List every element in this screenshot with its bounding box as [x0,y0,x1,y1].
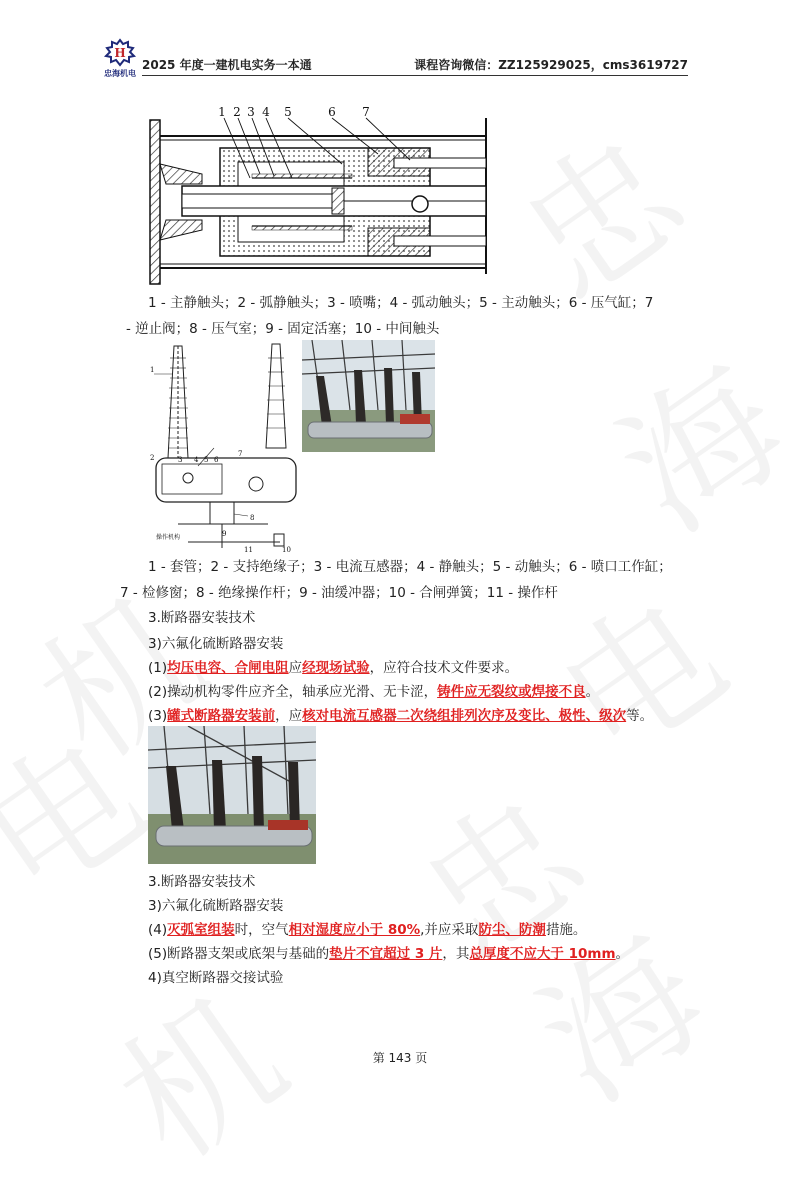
drawing-number: 2 [150,454,155,462]
drawing-side-label: 操作机构 [156,534,181,541]
text: (3) [148,708,168,724]
text: ,并应采取 [420,922,479,938]
text: ，应符合技术文件要求。 [369,660,519,676]
text: (1) [148,660,168,676]
text: 等。 [626,708,654,724]
watermark-char [492,877,739,1140]
text: 措施。 [545,922,587,938]
drawing-number: 10 [282,546,291,554]
text: 。 [615,946,630,962]
brand-logo [100,38,140,76]
doc-title: 2025 年度一建机电实务一本通 [142,58,312,72]
contact-info: 课程咨询微信：ZZ125929025，cms3619727 [414,58,688,72]
diagram-label: 4 [262,105,270,119]
drawing-number: 3 [178,456,183,464]
drawing-number: 8 [250,514,255,522]
figure2-caption-line1: 1 - 套管；2 - 支持绝缘子；3 - 电流互感器；4 - 静触头；5 - 动触头；6 - 喷口工作缸； [148,559,672,575]
watermark-char [572,307,800,570]
highlight: 相对湿度应小于 80% [288,922,421,938]
item-2 [148,682,599,702]
page-number: 第 143 页 [372,1051,428,1065]
substation-photo-1 [302,340,435,452]
svg-text:H: H [114,46,126,60]
highlight: 均压电容、合闸电阻 [167,660,289,676]
item-4 [148,920,586,940]
header-rule [142,75,688,76]
section-subtitle: 3)六氟化硫断路器安装 [148,898,284,914]
diagram-label: 5 [284,105,292,119]
diagram-label: 7 [362,105,370,119]
diagram-label: 6 [328,105,336,119]
drawing-number: 9 [222,530,227,538]
figure1-caption-line1: 1 - 主静触头；2 - 弧静触头；3 - 喷嘴；4 - 弧动触头；5 - 主动触头；6 - 压气缸；7 [148,295,654,311]
item-5 [148,944,629,964]
highlight: 垫片不宜超过 3 片 [329,946,443,962]
text: 时，空气 [234,922,289,938]
diagram-label: 3 [247,105,255,119]
text: 。 [585,684,600,700]
highlight: 经现场试验 [302,660,370,676]
section-subtitle: 3)六氟化硫断路器安装 [148,636,284,652]
drawing-number: 5 [204,456,209,464]
drawing-number: 11 [244,546,253,554]
page-header [100,38,688,78]
tank-breaker-drawing [148,338,300,558]
text: 应 [288,660,303,676]
section-title: 3.断路器安装技术 [148,874,256,890]
text: (2)操动机构零件应齐全，轴承应光滑、无卡涩， [148,684,438,700]
figure2-caption-line2: 7 - 检修窗；8 - 绝缘操作杆；9 - 油缓冲器；10 - 合闸弹簧；11 - 操作杆 [120,585,558,601]
drawing-number: 4 [194,456,199,464]
text: ，应 [275,708,303,724]
highlight: 总厚度不应大于 10mm [469,946,616,962]
highlight: 灭弧室组装 [167,922,235,938]
text: ，其 [442,946,470,962]
highlight: 核对电流互感器二次绕组排列次序及变比、极性、级次 [302,708,627,724]
highlight: 罐式断路器安装前 [167,708,276,724]
figure1-caption-line2: - 逆止阀；8 - 压气室；9 - 固定活塞；10 - 中间触头 [126,321,440,337]
diagram-label: 1 [218,105,226,119]
highlight: 铸件应无裂纹或焊接不良 [437,684,586,700]
text: (5)断路器支架或底架与基础的 [148,946,330,962]
substation-photo-2 [148,726,316,864]
arc-chamber-diagram [142,104,494,294]
highlight: 防尘、防潮 [478,922,546,938]
drawing-number: 7 [238,450,243,458]
text: (4) [148,922,168,938]
item-1 [148,658,518,678]
drawing-number: 6 [214,456,219,464]
drawing-number: 1 [150,366,155,374]
diagram-label: 2 [233,105,241,119]
item-6: 4)真空断路器交接试验 [148,970,284,986]
item-3 [148,706,653,726]
logo-text: 忠海机电 [104,69,136,78]
section-title: 3.断路器安装技术 [148,610,256,626]
